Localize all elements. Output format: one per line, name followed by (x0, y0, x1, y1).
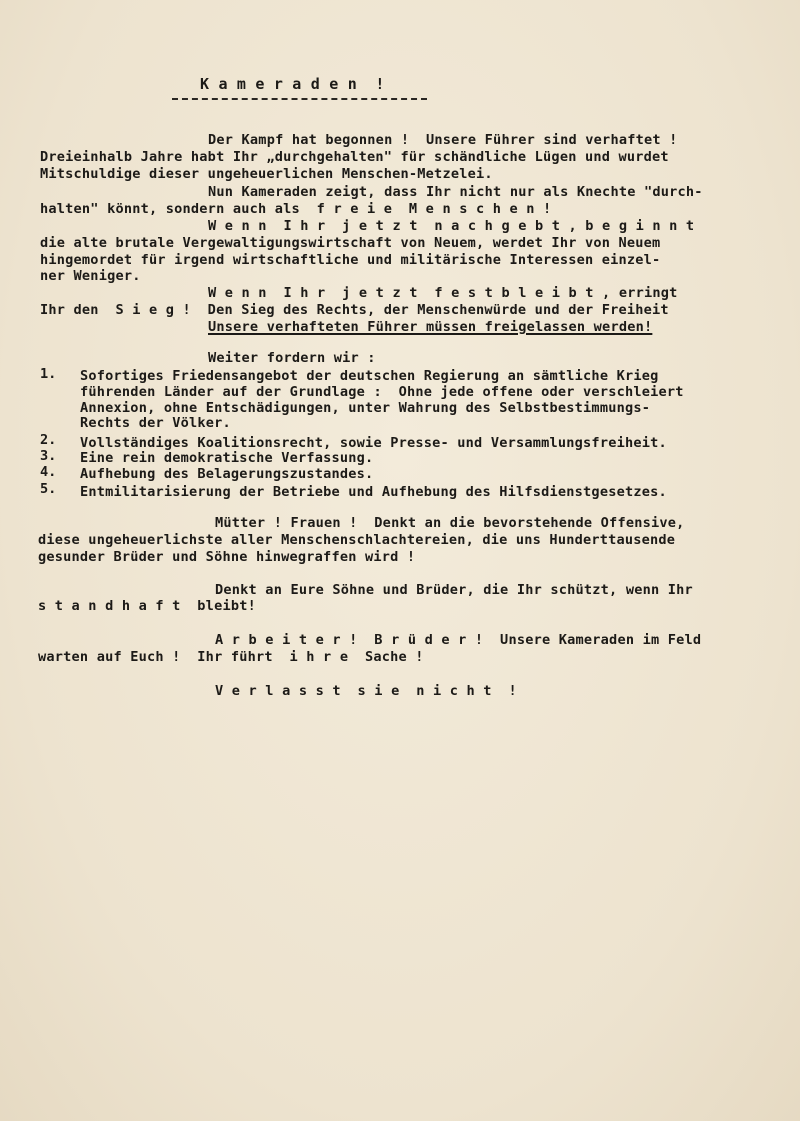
text-line: Denkt an Eure Söhne und Brüder, die Ihr schützt, wenn Ihr (215, 582, 693, 598)
demand-line: Eine rein demokratische Verfassung. (80, 450, 374, 466)
text-line: hingemordet für irgend wirtschaftliche und militärische Interessen einzel- (40, 252, 661, 268)
title-underline (172, 98, 427, 100)
text-line: warten auf Euch ! Ihr führt i h r e Sache ! (38, 649, 424, 665)
text-line: Mitschuldige dieser ungeheuerlichen Menschen-Metzelei. (40, 166, 493, 182)
demand-number: 5. (40, 481, 57, 497)
final-appeal: V e r l a s s t s i e n i c h t ! (215, 683, 517, 699)
text-line: die alte brutale Vergewaltigungswirtschaft von Neuem, werdet Ihr von Neuem (40, 235, 661, 251)
underlined-demand: Unsere verhafteten Führer müssen freigelassen werden! (208, 319, 653, 335)
demand-line: Annexion, ohne Entschädigungen, unter Wahrung des Selbstbestimmungs- (80, 400, 651, 416)
text-line: W e n n I h r j e t z t n a c h g e b t , b e g i n n t (208, 218, 695, 234)
demand-line: Sofortiges Friedensangebot der deutschen Regierung an sämtliche Krieg (80, 368, 659, 384)
demand-line: Entmilitarisierung der Betriebe und Aufhebung des Hilfsdienstgesetzes. (80, 484, 667, 500)
text-line: gesunder Brüder und Söhne hinwegraffen wird ! (38, 549, 416, 565)
page-title: K a m e r a d e n ! (200, 75, 385, 93)
text-line: Ihr den S i e g ! Den Sieg des Rechts, der Menschenwürde und der Freiheit (40, 302, 669, 318)
text-line: Mütter ! Frauen ! Denkt an die bevorstehende Offensive, (215, 515, 685, 531)
demand-number: 1. (40, 366, 57, 382)
demand-line: führenden Länder auf der Grundlage : Ohne jede offene oder verschleiert (80, 384, 684, 400)
text-line: halten" könnt, sondern auch als f r e i e M e n s c h e n ! (40, 201, 552, 217)
text-line: s t a n d h a f t bleibt! (38, 598, 256, 614)
text-line: A r b e i t e r ! B r ü d e r ! Unsere Kameraden im Feld (215, 632, 702, 648)
demands-intro: Weiter fordern wir : (208, 350, 376, 366)
text-line: Der Kampf hat begonnen ! Unsere Führer sind verhaftet ! (208, 132, 678, 148)
demand-number: 4. (40, 464, 57, 480)
text-line: Nun Kameraden zeigt, dass Ihr nicht nur als Knechte "durch- (208, 184, 703, 200)
demand-line: Aufhebung des Belagerungszustandes. (80, 466, 374, 482)
demand-number: 2. (40, 432, 57, 448)
text-line: ner Weniger. (40, 268, 141, 284)
demand-number: 3. (40, 448, 57, 464)
text-line: W e n n I h r j e t z t f e s t b l e i b t , erringt (208, 285, 678, 301)
text-line: diese ungeheuerlichste aller Menschenschlachtereien, die uns Hunderttausende (38, 532, 676, 548)
demand-line: Vollständiges Koalitionsrecht, sowie Presse- und Versammlungsfreiheit. (80, 435, 667, 451)
demand-line: Rechts der Völker. (80, 415, 231, 431)
text-line: Dreieinhalb Jahre habt Ihr „durchgehalten" für schändliche Lügen und wurdet (40, 149, 669, 165)
